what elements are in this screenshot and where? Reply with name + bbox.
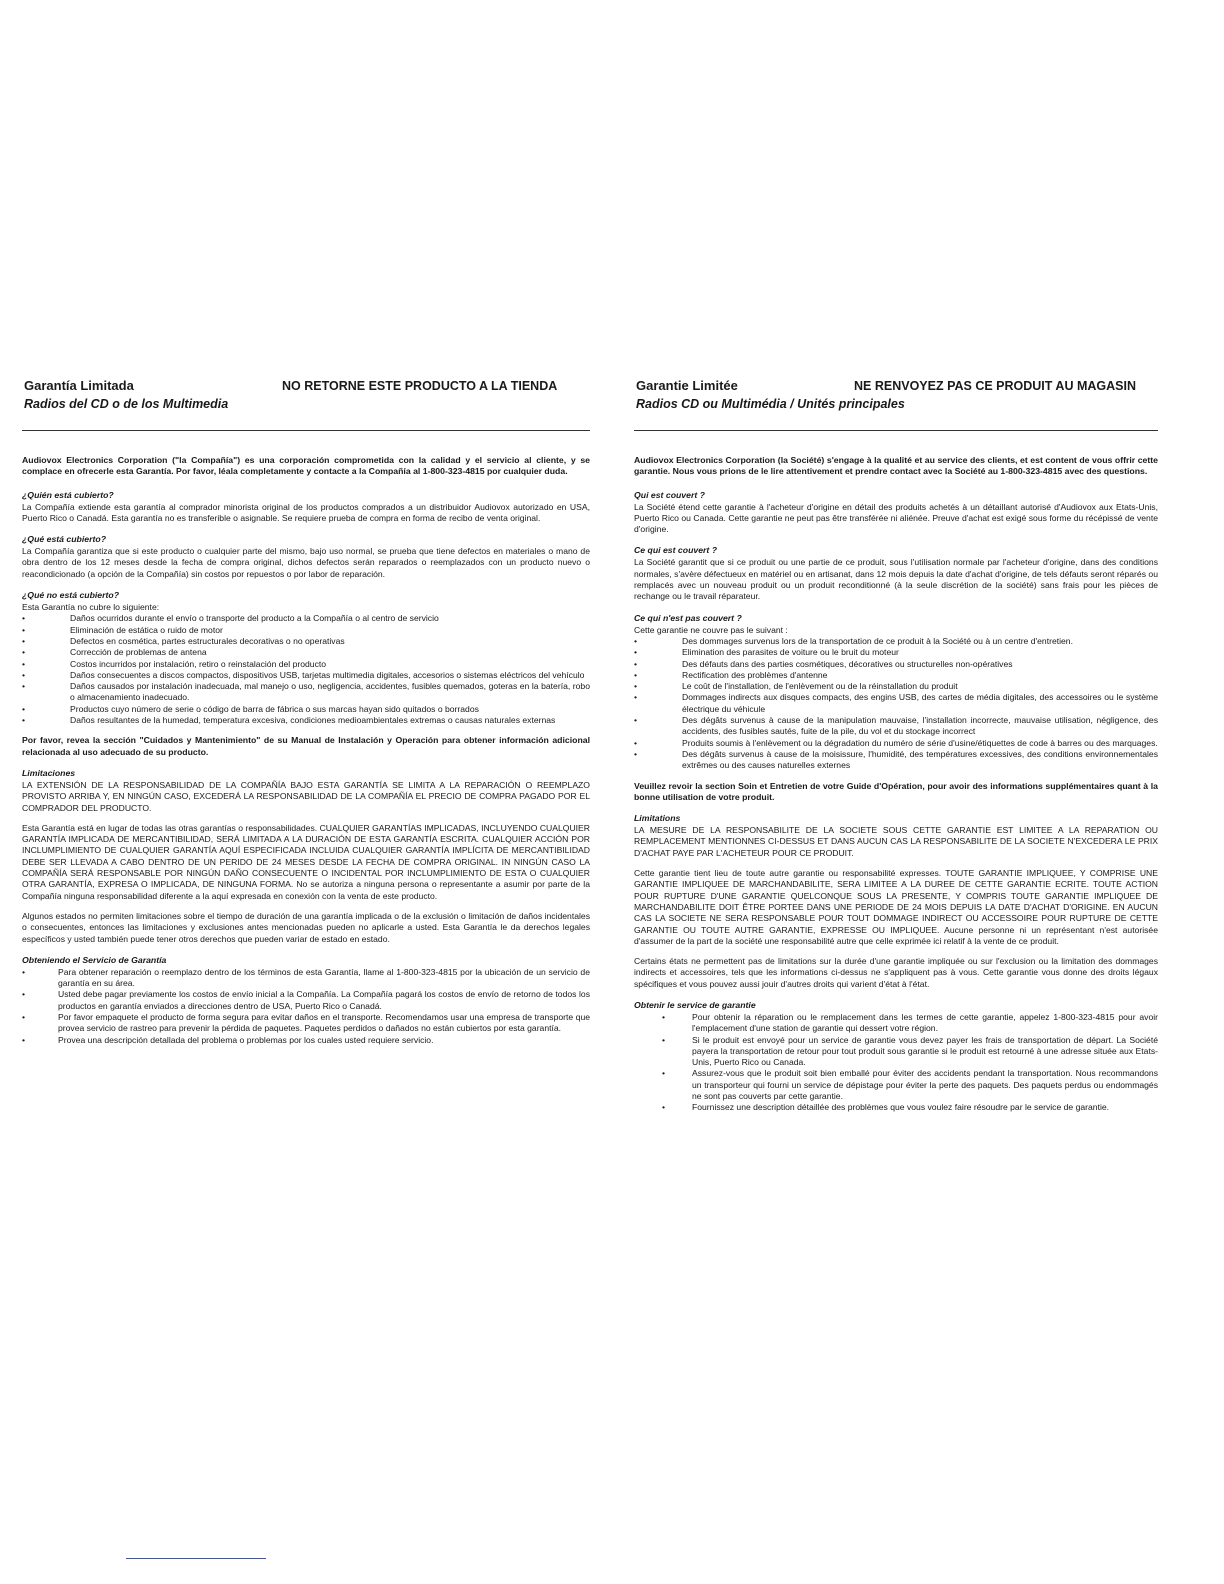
spanish-notcovered-list <box>22 613 590 726</box>
spanish-notcovered-heading: ¿Qué no está cubierto? <box>22 590 120 601</box>
footer-link-underline <box>126 1558 266 1559</box>
french-what-text: La Société garantit que si ce produit ou une partie de ce produit, sous l'utilisation normale par l'acheteur d'origine, dans des conditions normales, s'avère défectueux en matériel ou en artisanat, dans 12 mois depuis la date d'achat d'origine, de tels défauts seront réparés ou remplacés avec un nouveau produit ou un produit reconditionné (à la seule discrétion de la société) sans frais pour les pièces de rechange ou le travail réparateur. <box>634 557 1158 602</box>
list-item: • Le coût de l'installation, de l'enlèvement ou de la réinstallation du produit <box>634 681 1158 692</box>
spanish-care-note: Por favor, revea la sección "Cuidados y Mantenimiento" de su Manual de Instalación y Operación para obtener información adicional relacionada al uso adecuado de su producto. <box>22 735 590 757</box>
list-item: • Rectification des problèmes d'antenne <box>634 670 1158 681</box>
french-notcovered-lead: Cette garantie ne couvre pas le suivant : <box>634 624 788 635</box>
list-item: • Assurez-vous que le produit soit bien emballé pour éviter des accidents pendant la transportation. Nous recommandons un transporteur qui fourni un service de dépistage pour éviter la perte des paquets. Des paquets perdus ou endommagés ne sont pas couverts par cette garantie. <box>634 1068 1158 1102</box>
spanish-intro: Audiovox Electronics Corporation ("la Compañía") es una corporación comprometida con la calidad y el servicio al cliente, y se complace en ofrecerle esta Garantía. Por favor, léala completamente y contacte a la Compañía al 1-800-323-4815 por cualquier duda. <box>22 455 590 477</box>
spanish-who-text: La Compañía extiende esta garantía al comprador minorista original de los productos comprados a un distribuidor Audiovox autorizado en USA, Puerto Rico o Canadá. Esta garantía no es transferible o asignable. Se requiere prueba de compra en forma de recibo de venta original. <box>22 501 590 523</box>
list-item: • Daños ocurridos durante el envío o transporte del producto a la Compañía o al centro de servicio <box>22 613 590 624</box>
list-item: • Elimination des parasites de voiture ou le bruit du moteur <box>634 647 1158 658</box>
list-item: • Pour obtenir la réparation ou le remplacement dans les termes de cette garantie, appelez 1-800-323-4815 pour avoir l'emplacement d'une station de garantie qui dessert votre région. <box>634 1012 1158 1035</box>
list-item: • Des dégâts survenus à cause de la manipulation mauvaise, l'installation incorrecte, mauvaise utilisation, négligence, des accidents, des fusibles sautés, fuite de la pile, du vol et du stockage incorrect <box>634 715 1158 738</box>
french-limitations-text-2: Cette garantie tient lieu de toute autre garantie ou responsabilité expresses. TOUTE GARANTIE IMPLIQUEE, Y COMPRISE UNE GARANTIE IMPLIQUEE DE MARCHANDABILITE, SERA LIMITEE A LA DUREE DE CETTE GARANTIE ECRITE. TOUTE ACTION POUR RUPTURE D'UNE GARANTIE QUELCONQUE SOUS LA PRESENTE, Y COMPRIS TOUTE GARANTIE IMPLIQUEE DE MARCHANDABILITE DOIT ÊTRE PORTEE DANS UNE PERIODE DE 24 MOIS DEPUIS LA DATE D'ACHAT D'ORIGINE. EN AUCUN CAS LA SOCIETE NE SERA RESPONSABLE POUR TOUT DOMMAGE INDIRECT OU ACCESSOIRE POUR RUPTURE DE CETTE GARANTIE OU TOUTE AUTRE GARANTIE, EXPRESSE OU IMPLIQUEE. Aucune personne ni un représentant n'est autorisée d'assumer de la part de la société une responsabilité autre que celle exprimée ici relatif à la vente de ce produit. <box>634 868 1158 946</box>
french-header <box>634 378 1158 418</box>
list-item: • Eliminación de estática o ruido de motor <box>22 625 590 636</box>
list-item: • Produits soumis à l'enlèvement ou la dégradation du numéro de série d'usine/étiquettes de code à barres ou des marquages. <box>634 738 1158 749</box>
spanish-what-text: La Compañía garantiza que si este producto o cualquier parte del mismo, bajo uso normal, se prueba que tiene defectos en materiales o mano de obra dentro de los 12 meses desde la fecha de compra original, dichos defectos serán reparados o reemplazados con un producto nuevo o reacondicionado (a opción de la Compañía) sin costos por repuestos o por labor de reparación. <box>22 546 590 579</box>
spanish-header <box>22 378 590 418</box>
spanish-subtitle: Radios del CD o de los Multimedia <box>24 397 229 411</box>
french-who-heading: Qui est couvert ? <box>634 489 705 500</box>
list-item: • Por favor empaquete el producto de forma segura para evitar daños en el transporte. Recomendamos usar una empresa de transporte que provea servicio de rastreo para prevenir la pérdida de paquetes. Paquetes perdidos o dañados no están cubiertos por esta garantía. <box>22 1012 590 1035</box>
spanish-what-heading: ¿Qué está cubierto? <box>22 534 106 545</box>
list-item: • Productos cuyo número de serie o código de barra de fábrica o sus marcas hayan sido quitados o borrados <box>22 704 590 715</box>
spanish-limitations-text-2: Esta Garantía está en lugar de todas las otras garantías o responsabilidades. CUALQUIER GARANTÍAS IMPLICADAS, INCLUYENDO CUALQUIER GARANTÍA IMPLICADA DE MERCANTIBILIDAD, SERÁ LIMITADA A LA DURACIÓN DE ESTA GARANTÍA ESCRITA. CUALQUIER ACCIÓN POR INCLUMPLIMIENTO DE CUALQUIER GARANTÍA AQUÍ ESPECIFICADA INCLUIDA CUALQUIER GARANTÍA IMPLÍCITA DE MERCANTIBILIDAD DEBE SER LLEVADA A CABO DENTRO DE UN PERIDO DE 24 MESES DESDE LA FECHA DE COMPRA ORIGINAL. IN NINGÚN CASO LA COMPAÑÍA SERÁ RESPONSABLE POR NINGÚN DAÑO CONSECUENTE O INCIDENTAL POR INCLUMPLIMIENTO DE ESTA O CUALQUIER OTRA GARANTÍA, EXPRESA O IMPLICADA, DE NINGUNA FORMA. No se autoriza a ninguna persona o representante a asumir por parte de la Compañía ninguna responsabilidad diferente a la aquí expresada en conexión con la venta de este producto. <box>22 822 590 901</box>
french-divider <box>634 430 1158 431</box>
list-item: • Provea una descripción detallada del problema o problemas por los cuales usted requiere servicio. <box>22 1035 590 1046</box>
french-what-heading: Ce qui est couvert ? <box>634 545 718 556</box>
french-notice: NE RENVOYEZ PAS CE PRODUIT AU MAGASIN <box>854 379 1136 393</box>
list-item: • Fournissez une description détaillée des problèmes que vous voulez faire résoudre par le service de garantie. <box>634 1102 1158 1113</box>
list-item: • Costos incurridos por instalación, retiro o reinstalación del producto <box>22 659 590 670</box>
spanish-who-heading: ¿Quién está cubierto? <box>22 489 114 500</box>
french-notcovered-list <box>634 636 1158 772</box>
list-item: • Daños causados por instalación inadecuada, mal manejo o uso, negligencia, accidentes, fusibles quemados, goteras en la batería, robo o almacenamiento inadecuado. <box>22 681 590 704</box>
list-item: • Para obtener reparación o reemplazo dentro de los términos de esta Garantía, llame al 1-800-323-4815 por la ubicación de un servicio de garantía en su área. <box>22 967 590 990</box>
spanish-limitations-text-3: Algunos estados no permiten limitaciones sobre el tiempo de duración de una garantía implicada o de la exclusión o limitación de daños incidentales o consecuentes, entonces las limitaciones y exclusiones antes mencionadas pueden no aplicarle a usted. Esta Garantía le da derechos legales específicos y usted también puede tener otros derechos que pueden variar de estado en estado. <box>22 910 590 944</box>
french-warranty-column <box>634 378 1158 1123</box>
list-item: • Corrección de problemas de antena <box>22 647 590 658</box>
spanish-title: Garantía Limitada <box>24 378 134 393</box>
list-item: • Des dégâts survenus à cause de la moisissure, l'humidité, des températures excessives, des conditions environnementales extrêmes ou des causes naturelles externes <box>634 749 1158 772</box>
french-title: Garantie Limitée <box>636 378 738 393</box>
spanish-service-heading: Obteniendo el Servicio de Garantía <box>22 954 167 965</box>
list-item: • Daños consecuentes a discos compactos, dispositivos USB, tarjetas multimedia digitales, accesorios o sistemas eléctricos del vehículo <box>22 670 590 681</box>
spanish-notice: NO RETORNE ESTE PRODUCTO A LA TIENDA <box>282 379 558 393</box>
spanish-service-list <box>22 967 590 1046</box>
spanish-notcovered-lead: Esta Garantía no cubre lo siguiente: <box>22 602 160 613</box>
list-item: • Si le produit est envoyé pour un service de garantie vous devez payer les frais de transportation de départ. La Société payera la transportation de retour pour tout produit sous garantie si le produit est retourné à une adresse située aux Etats-Unis, Puerto Rico ou Canada. <box>634 1035 1158 1069</box>
french-who-text: La Société étend cette garantie à l'acheteur d'origine en détail des produits achetés à un détaillant autorisé d'Audiovox aux Etats-Unis, Puerto Rico ou Canada. Cette garantie ne peut pas être transférée ni aliénée. Preuve d'achat est exigé sous forme du récépissé de vente d'origine. <box>634 501 1158 535</box>
list-item: • Des défauts dans des parties cosmétiques, décoratives ou structurelles non-opératives <box>634 659 1158 670</box>
list-item: • Usted debe pagar previamente los costos de envío inicial a la Compañía. La Compañía pagará los costos de envío de retorno de todos los productos en garantía enviados a direcciones dentro de USA, Puerto Rico o Canadá. <box>22 989 590 1012</box>
french-limitations-heading: Limitations <box>634 813 681 824</box>
french-notcovered-heading: Ce qui n'est pas couvert ? <box>634 612 742 623</box>
french-limitations-text-3: Certains états ne permettent pas de limitations sur la durée d'une garantie impliquée ou sur l'exclusion ou la limitation des dommages indirects et accessoires, tels que les informations ci-dessus ne s'appliquent pas à vous. Cette garantie vous donne des droits légaux spécifiques et vous pouvez aussi jouir d'autres droits qui varient d'état à l'état. <box>634 956 1158 989</box>
list-item: • Daños resultantes de la humedad, temperatura excesiva, condiciones medioambientales extremas o causas naturales externas <box>22 715 590 726</box>
spanish-limitations-text: LA EXTENSIÓN DE LA RESPONSABILIDAD DE LA COMPAÑÍA BAJO ESTA GARANTÍA SE LIMITA A LA REPARACIÓN O REEMPLAZO PROVISTO ARRIBA Y, EN NINGÚN CASO, EXCEDERÁ LA RESPONSABILIDAD DE LA COMPAÑÍA EL PRECIO DE COMPRA PAGADO POR EL COMPRADOR DEL PRODUCTO. <box>22 779 590 813</box>
spanish-warranty-column <box>22 378 590 1055</box>
spanish-limitations-heading: Limitaciones <box>22 767 76 778</box>
french-service-heading: Obtenir le service de garantie <box>634 999 756 1010</box>
list-item: • Dommages indirects aux disques compacts, des engins USB, des cartes de média digitales, des accessoires ou le système électrique du véhicule <box>634 692 1158 715</box>
french-service-list <box>634 1012 1158 1114</box>
spanish-divider <box>22 430 590 431</box>
french-care-note: Veuillez revoir la section Soin et Entretien de votre Guide d'Opération, pour avoir des informations supplémentaires quant à la bonne utilisation de votre produit. <box>634 780 1158 802</box>
french-limitations-text: LA MESURE DE LA RESPONSABILITE DE LA SOCIETE SOUS CETTE GARANTIE EST LIMITEE A LA REPARATION OU REMPLACEMENT MENTIONNES CI-DESSUS ET DANS AUCUN CAS LA RESPONSABILITE DE LA SOCIETE N'EXCEDERA LE PRIX D'ACHAT PAYE PAR L'ACHETEUR POUR CE PRODUIT. <box>634 825 1158 858</box>
french-intro: Audiovox Electronics Corporation (la Société) s'engage à la qualité et au service des clients, et est content de vous offrir cette garantie. Nous vous prions de le lire attentivement et prendre contact avec la Société au 1-800-323-4815 avec des questions. <box>634 455 1158 477</box>
french-subtitle: Radios CD ou Multimédia / Unités principales <box>636 397 905 411</box>
list-item: • Des dommages survenus lors de la transportation de ce produit à la Société ou à un centre d'entretien. <box>634 636 1158 647</box>
list-item: • Defectos en cosmética, partes estructurales decorativas o no operativas <box>22 636 590 647</box>
